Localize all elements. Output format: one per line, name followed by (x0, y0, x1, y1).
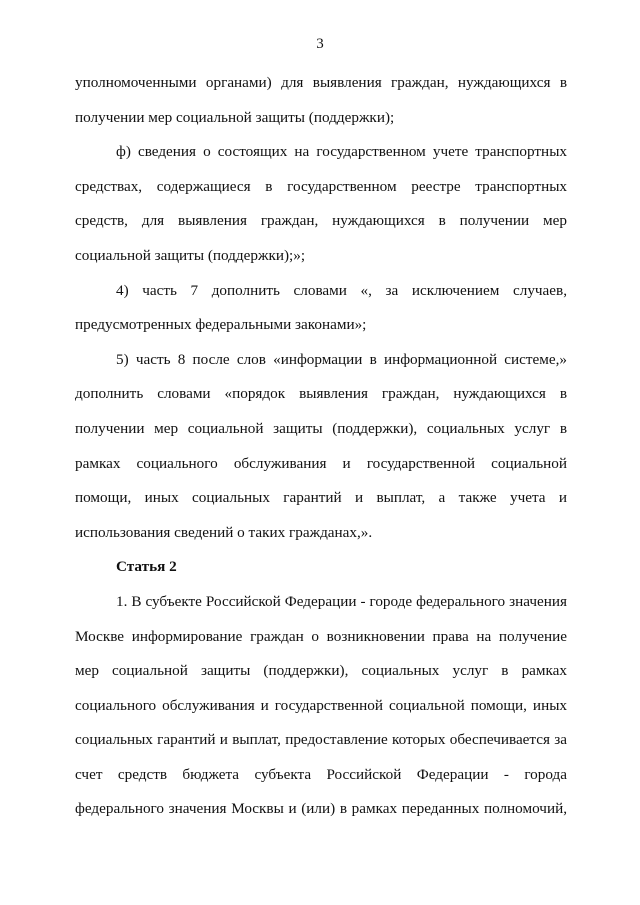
text-line: получении мер социальной защиты (поддержки), социальных услуг в (75, 419, 567, 437)
text-line: получении мер социальной защиты (поддержки); (75, 108, 395, 126)
text-line: социальных гарантий и выплат, предоставление которых обеспечивается за (75, 731, 567, 749)
text-line: ф) сведения о состоящих на государственном учете транспортных (116, 143, 567, 161)
text-line: средств, для выявления граждан, нуждающихся в получении мер (75, 212, 567, 230)
text-line: дополнить словами «порядок выявления граждан, нуждающихся в (75, 385, 567, 403)
text-line: социальной защиты (поддержки);»; (75, 246, 306, 264)
text-line: социального обслуживания и государственной социальной помощи, иных (75, 696, 567, 714)
text-line: использования сведений о таких гражданах,». (75, 523, 373, 541)
text-line: рамках социального обслуживания и государственной социальной (75, 454, 567, 472)
article-heading: Статья 2 (116, 558, 177, 576)
text-line: 5) часть 8 после слов «информации в информационной системе,» (116, 350, 567, 368)
body-text (75, 71, 567, 832)
text-line: помощи, иных социальных гарантий и выплат, а также учета и (75, 489, 567, 507)
text-line: уполномоченными органами) для выявления граждан, нуждающихся в (75, 74, 567, 91)
page-number: 3 (316, 36, 324, 52)
text-line: федерального значения Москвы и (или) в рамках переданных полномочий, (75, 800, 567, 818)
text-line: 1. В субъекте Российской Федерации - городе федерального значения (116, 592, 567, 610)
text-line: счет средств бюджета субъекта Российской Федерации - города (75, 765, 567, 783)
text-line: предусмотренных федеральными законами»; (75, 316, 367, 334)
text-line: 4) часть 7 дополнить словами «, за исключением случаев, (116, 281, 567, 299)
text-line: мер социальной защиты (поддержки), социальных услуг в рамках (75, 662, 567, 680)
text-line: средствах, содержащиеся в государственном реестре транспортных (75, 177, 567, 195)
text-line: Москве информирование граждан о возникновении права на получение (75, 627, 567, 645)
